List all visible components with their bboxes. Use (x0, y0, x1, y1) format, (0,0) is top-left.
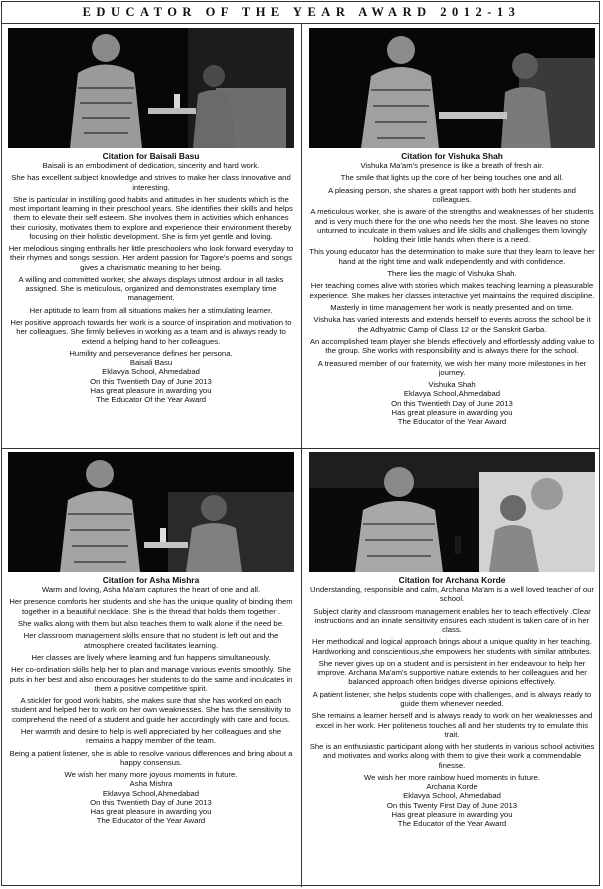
citation-paragraph: Her melodious singing enthralls her little preschoolers who look forward everyday to their rhymes and songs session. Her ardent passion for Tagore's poems and songs gives a charismatic meaning to her being. (8, 244, 294, 272)
citation-signature (309, 773, 595, 828)
citation-title: Citation for Asha Mishra (102, 575, 200, 585)
citation-paragraph: Her co-ordination skills help her to plan and manage various events smoothly. She puts in her best and also encourages her students to do the same and inculcates in them a positive competitive spirit. (9, 665, 293, 693)
citation-paragraph: Her methodical and logical approach brings about a unique quality in her teaching. Hardworking and conscientious,she empowers her students with similar attributes. (312, 637, 592, 656)
citation-paragraph: Her classes are lively where learning and fun happens simultaneously. (31, 652, 271, 662)
citation-signature (8, 349, 294, 404)
signature-line: Baisali Basu (129, 358, 173, 368)
award-photo (309, 28, 595, 148)
citation-paragraph: Her teaching comes alive with stories which makes teaching learning a pleasurable experience. She makes her classes interactive yet maintains the required discipline. (309, 281, 595, 300)
citation-paragraph: A meticulous worker, she is aware of the strengths and weaknesses of her students and is very much there for the one who needs her the most. She leaves no stone unturned to inculcate in them values and life skills and challenges them lovingly holding their little hands when there is a need. (310, 207, 594, 244)
signature-line: On this Twenty First Day of June 2013 (386, 800, 518, 810)
citation-body (8, 161, 294, 346)
column-divider (301, 24, 302, 887)
citation-paragraph: A treasured member of our fraternity, we wish her many more milestones in her journey. (317, 358, 587, 377)
signature-line: The Educator of the Year Award (96, 816, 206, 826)
signature-line: On this Twentieth Day of June 2013 (391, 398, 513, 408)
citation-paragraph: She walks along with them but also teaches them to walk alone if the need be. (17, 618, 285, 628)
page-title: EDUCATOR OF THE YEAR AWARD 2012-13 (82, 5, 521, 19)
row-divider (1, 448, 600, 449)
citation-paragraph: This young educator has the determination to make sure that they learn to leave her hand at the right time and walk independently and with confidence. (309, 247, 595, 266)
citation-paragraph: Vishuka Ma'am's presence is like a breath of fresh air. (360, 161, 544, 170)
signature-line: Eklavya School,Ahmedabad (102, 788, 200, 798)
citation-paragraph: An accomplished team player she blends effectively and effortlessly adding value to the group. She works with responsibility and is always there for the school. (309, 336, 595, 356)
signature-line: Eklavya School,Ahmedabad (403, 389, 501, 399)
award-photo (8, 28, 294, 148)
signature-line: On this Twentieth Day of June 2013 (90, 376, 212, 386)
citation-paragraph: Baisali is an embodiment of dedication, sincerity and hard work. (42, 161, 260, 170)
citation-paragraph: She has excellent subject knowledge and strives to make her class innovative and interesting. (11, 173, 291, 192)
signature-line: We wish her more rainbow hued moments in future. (364, 772, 540, 782)
citation-paragraph: The smile that lights up the core of her being touches one and all. (340, 173, 564, 183)
citation-paragraph: Warm and loving, Asha Ma'am captures the heart of one and all. (41, 585, 261, 594)
citation-paragraph: A stickler for good work habits, she makes sure that she has worked on each student and helped her to work on her own weaknesses. She has the sensitivity to comprehend the need of a student and guide her accordingly with care and focus. (11, 696, 291, 724)
signature-line: Vishuka Shah (428, 380, 476, 390)
signature-line: Eklavya School, Ahmedabad (102, 367, 200, 377)
citation-paragraph: A pleasing person, she shares a great rapport with both her students and colleagues. (328, 185, 576, 204)
signature-line: Has great pleasure in awarding you (90, 806, 212, 816)
citation-paragraph: Her aptitude to learn from all situations makes her a stimulating learner. (29, 305, 273, 315)
signature-line: The Educator of the Year Award (397, 818, 507, 828)
citation-panel-baisali (8, 28, 294, 446)
award-photo (8, 452, 294, 572)
citation-paragraph: There lies the magic of Vishuka Shah. (387, 268, 517, 278)
signature-line: Asha Mishra (129, 779, 173, 789)
award-photo (309, 452, 595, 572)
citation-panel-archana (309, 452, 595, 882)
citation-paragraph: Her warmth and desire to help is well appreciated by her colleagues and she remains a happy member of the team. (20, 726, 282, 746)
citation-title: Citation for Archana Korde (398, 575, 506, 585)
signature-line: Humility and perseverance defines her persona. (69, 348, 233, 358)
citation-paragraph: She is particular in instilling good habits and attitudes in her students which is the most important learning in their preschool years. She identifies their skills and helps them to elevate their self esteem. She involves them in activities which enhances their curiosity, motivates them to explore and experience their environment thereby focusing on their holistic development. She is firm yet gentle and loving. (9, 194, 293, 241)
citation-title: Citation for Vishuka Shah (401, 151, 503, 161)
signature-line: On this Twentieth Day of June 2013 (90, 797, 212, 807)
citation-paragraph: She remains a learner herself and is always ready to work on her weaknesses and excel in her work. Her politeness touches all and her students try to emulate this trait. (311, 711, 593, 739)
signature-line: Has great pleasure in awarding you (391, 809, 513, 819)
citation-panel-vishuka (309, 28, 595, 446)
citation-title: Citation for Baisali Basu (102, 151, 200, 161)
signature-line: We wish her many more joyous moments in future. (64, 770, 238, 780)
citation-paragraph: She is an enthusiastic participant along with her students in various school activities and motivates and works along with them to give their work a commendable finesse. (309, 742, 595, 770)
citation-paragraph: A patient listener, she helps students cope with challenges, and is always ready to guide them whenever needed. (312, 689, 592, 708)
signature-line: The Educator Of the Year Award (95, 394, 207, 404)
signature-line: The Educator of the Year Award (397, 416, 507, 426)
citation-paragraph: Being a patient listener, she is able to resolve various differences and bring about a happy consensus. (9, 748, 293, 767)
citation-paragraph: Her classroom management skills ensure that no student is left out and the atmosphere created facilitates learning. (23, 631, 279, 650)
citation-body (8, 585, 294, 767)
citation-paragraph: She never gives up on a student and is persistent in her endeavour to help her improve. Archana Ma'am's supportive nature extends to her colleagues and her balanced approach often bridges diverse opinions effectively. (317, 658, 587, 687)
signature-line: Has great pleasure in awarding you (391, 407, 513, 417)
citation-body (309, 161, 595, 377)
citation-paragraph: Her positive approach towards her work is a source of inspiration and motivation to her colleagues. She firmly believes in working as a team and is always ready to extend a helping hand to her colleagues. (10, 318, 292, 346)
citation-paragraph: Vishuka has varied interests and extends herself to events across the school be it the Adhyatmic Camp of Class 12 or the Sanskrit Garba. (313, 315, 591, 334)
signature-line: Eklavya School, Ahmedabad (403, 791, 501, 801)
citation-paragraph: Understanding, responsible and calm, Archana Ma'am is a well loved teacher of our school. (310, 585, 594, 604)
citation-panel-asha (8, 452, 294, 882)
citation-body (309, 585, 595, 770)
citation-signature (309, 380, 595, 426)
signature-line: Archana Korde (426, 782, 478, 792)
signature-line: Has great pleasure in awarding you (90, 385, 212, 395)
citation-paragraph: Masterly in time management her work is neatly presented and on time. (330, 302, 574, 312)
citation-paragraph: Subject clarity and classroom management enables her to teach effectively .Clear instructions and an innate sensitivity ensures each student is taken care of in her class. (313, 606, 591, 634)
citation-paragraph: A willing and committed worker, she always displays utmost ardour in all tasks assigned. She is meticulous, organized and demonstrates exemplary time management. (18, 274, 284, 303)
citation-paragraph: Her presence comforts her students and she has the unique quality of binding them together in a beautiful necklace. She is the thread that holds them together . (9, 597, 293, 616)
citation-signature (8, 770, 294, 825)
